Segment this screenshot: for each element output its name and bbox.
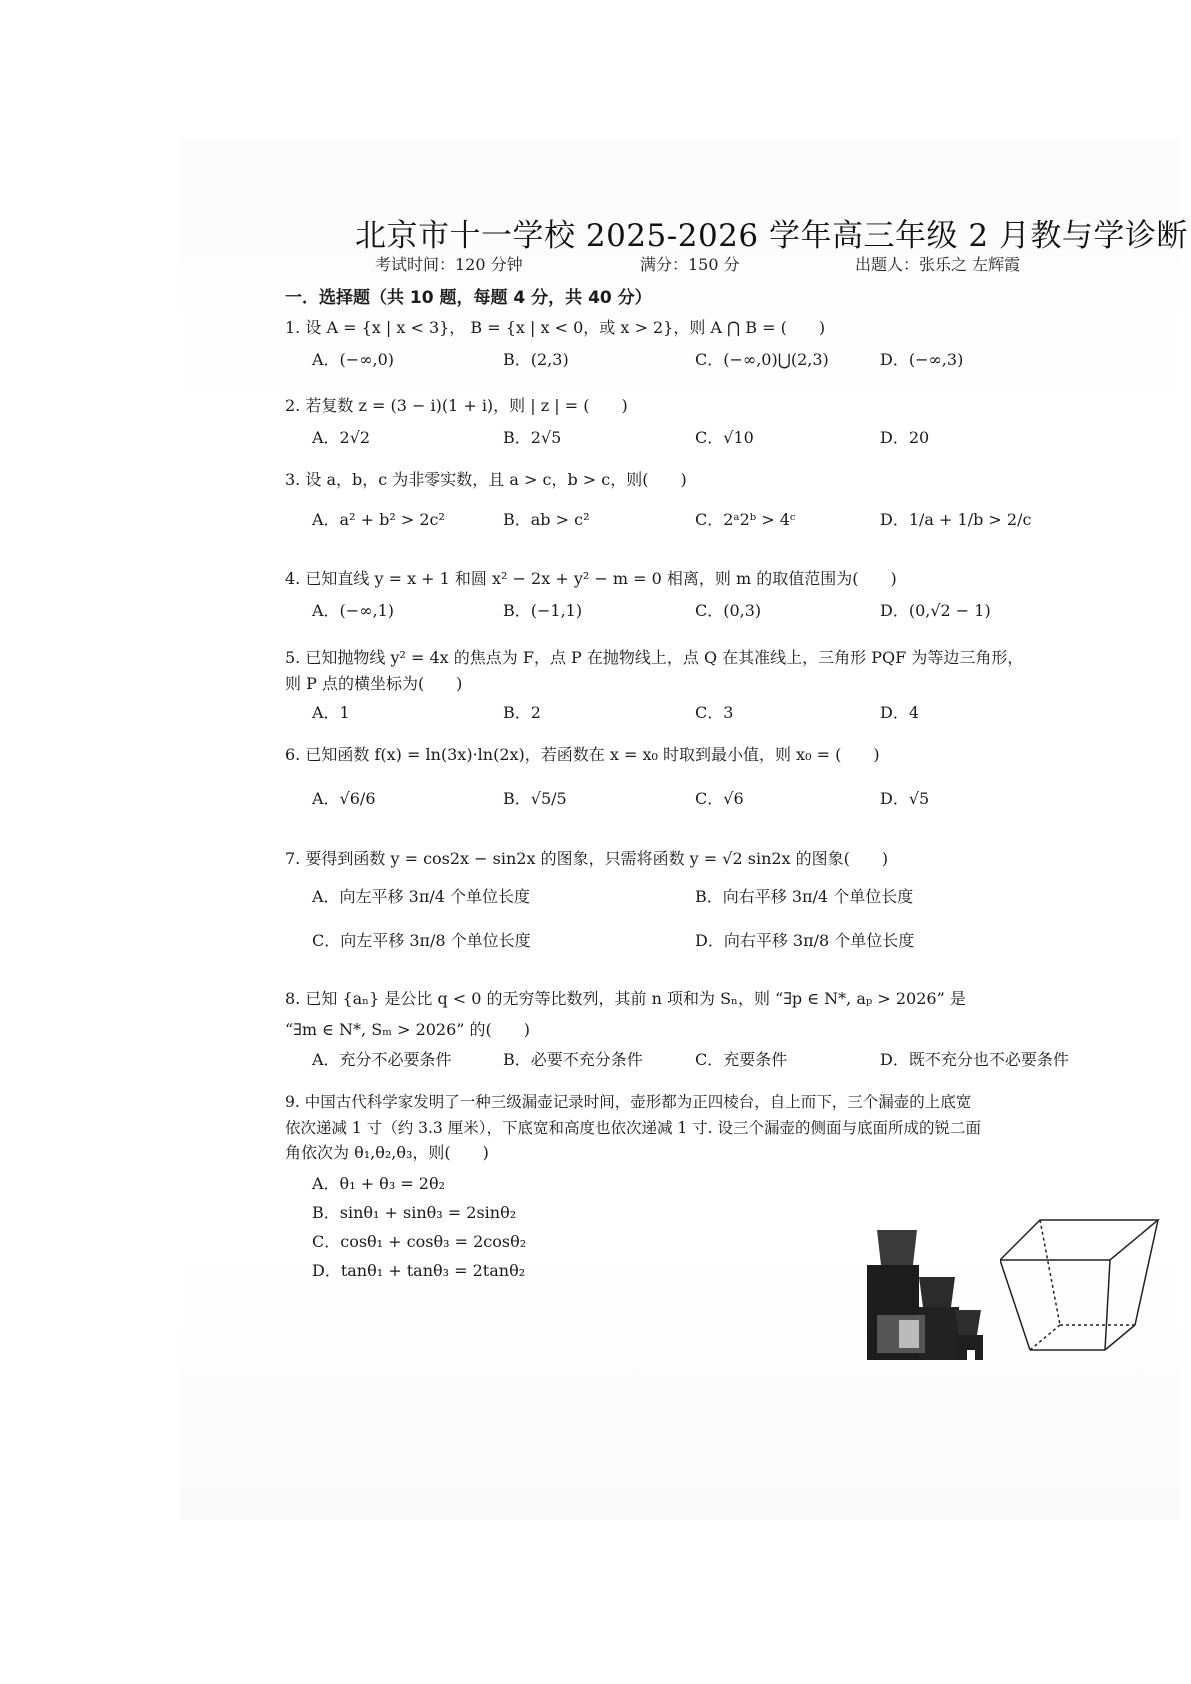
option-c: C．√6 (695, 789, 744, 808)
question-number: 3. (285, 470, 301, 489)
exam-title: 北京市十一学校 2025-2026 学年高三年级 2 月教与学诊断 (355, 218, 1188, 254)
option-d: D．1/a + 1/b > 2/c (880, 510, 1032, 529)
question-stem: 已知函数 f(x) = ln(3x)·ln(2x)，若函数在 x = x₀ 时取到最小值，则 x₀ = ( ) (305, 745, 880, 764)
option-c: C．cosθ₁ + cosθ₃ = 2cosθ₂ (312, 1232, 527, 1251)
option-a: A．a² + b² > 2c² (312, 510, 445, 529)
question-stem: 中国古代科学家发明了一种三级漏壶记录时间，壶形都为正四棱台，自上而下，三个漏壶的上底宽 (304, 1093, 972, 1111)
question-3 (285, 470, 687, 490)
option-c: C．(−∞,0)⋃(2,3) (695, 350, 829, 369)
option-c: C．向左平移 3π/8 个单位长度 (312, 931, 531, 950)
section-title: 一．选择题（共 10 题，每题 4 分，共 40 分） (285, 288, 652, 308)
option-b: B．ab > c² (503, 510, 590, 529)
option-b: B．(−1,1) (503, 601, 583, 620)
question-number: 8. (285, 989, 301, 1008)
option-d: D．向右平移 3π/8 个单位长度 (695, 931, 915, 950)
option-d: D．4 (880, 703, 920, 722)
question-9-line-3: 角依次为 θ₁,θ₂,θ₃，则( ) (285, 1143, 489, 1162)
option-c: C．2ᵃ2ᵇ > 4ᶜ (695, 510, 796, 529)
option-a: A．充分不必要条件 (312, 1050, 452, 1069)
option-b: B．√5/5 (503, 789, 567, 808)
authors: 出题人：张乐之 左辉霞 (855, 255, 1021, 274)
option-a: A．(−∞,0) (312, 350, 395, 369)
option-c: C．(0,3) (695, 601, 762, 620)
option-a: A．2√2 (312, 428, 371, 447)
question-number: 4. (285, 569, 301, 588)
frustum-diagram (1000, 1215, 1160, 1365)
question-stem: 设 a，b，c 为非零实数，且 a > c，b > c，则( ) (305, 470, 687, 489)
question-number: 1. (285, 318, 301, 337)
option-c: C．√10 (695, 428, 754, 447)
question-number: 5. (285, 648, 301, 667)
question-8-line-2: “∃m ∈ N*, Sₘ > 2026” 的( ) (285, 1020, 531, 1039)
option-b: B．(2,3) (503, 350, 569, 369)
option-c: C．3 (695, 703, 734, 722)
question-number: 9. (285, 1093, 300, 1111)
exam-time: 考试时间：120 分钟 (375, 255, 523, 274)
question-stem: 要得到函数 y = cos2x − sin2x 的图象，只需将函数 y = √2 sin2x 的图象( ) (305, 849, 889, 868)
question-7 (285, 849, 888, 869)
question-6 (285, 745, 880, 765)
question-5-line-2: 则 P 点的横坐标为( ) (285, 674, 463, 693)
question-2 (285, 396, 628, 416)
question-9-line-2: 依次递减 1 寸（约 3.3 厘米），下底宽和高度也依次递减 1 寸. 设三个漏壶的侧面与底面所成的锐二面 (285, 1119, 982, 1137)
option-d: D．20 (880, 428, 930, 447)
option-b: B．2 (503, 703, 541, 722)
question-number: 7. (285, 849, 301, 868)
option-b: B．必要不充分条件 (503, 1050, 643, 1069)
question-stem: 已知 {aₙ} 是公比 q < 0 的无穷等比数列，其前 n 项和为 Sₙ，则 “∃p ∈ N*, aₚ > 2026” 是 (305, 989, 966, 1008)
option-a: A．√6/6 (312, 789, 376, 808)
question-stem: 已知抛物线 y² = 4x 的焦点为 F，点 P 在抛物线上，点 Q 在其准线上，三角形 PQF 为等边三角形， (305, 648, 1024, 667)
question-number: 2. (285, 396, 301, 415)
question-stem: 已知直线 y = x + 1 和圆 x² − 2x + y² − m = 0 相离，则 m 的取值范围为( ) (305, 569, 897, 588)
option-d: D．(0,√2 − 1) (880, 601, 991, 620)
option-d: D．(−∞,3) (880, 350, 964, 369)
option-b: B．向右平移 3π/4 个单位长度 (695, 887, 914, 906)
option-d: D．√5 (880, 789, 930, 808)
question-stem: 若复数 z = (3 − i)(1 + i)，则 | z | = ( ) (305, 396, 628, 415)
question-9 (285, 1092, 971, 1112)
question-number: 6. (285, 745, 301, 764)
question-4 (285, 569, 897, 589)
option-a: A．1 (312, 703, 350, 722)
option-a: A．θ₁ + θ₃ = 2θ₂ (312, 1174, 446, 1193)
option-c: C．充要条件 (695, 1050, 788, 1069)
option-b: B．sinθ₁ + sinθ₃ = 2sinθ₂ (312, 1203, 517, 1222)
option-d: D．既不充分也不必要条件 (880, 1050, 1069, 1069)
option-a: A．向左平移 3π/4 个单位长度 (312, 887, 530, 906)
option-d: D．tanθ₁ + tanθ₃ = 2tanθ₂ (312, 1261, 526, 1280)
question-stem: 设 A = {x | x < 3}， B = {x | x < 0，或 x > 2}，则 A ⋂ B = ( ) (305, 318, 826, 337)
option-b: B．2√5 (503, 428, 562, 447)
question-5 (285, 648, 1023, 668)
full-score: 满分：150 分 (640, 255, 740, 274)
question-1 (285, 318, 825, 338)
question-8 (285, 989, 966, 1009)
option-a: A．(−∞,1) (312, 601, 395, 620)
water-clock-photo (855, 1225, 985, 1365)
